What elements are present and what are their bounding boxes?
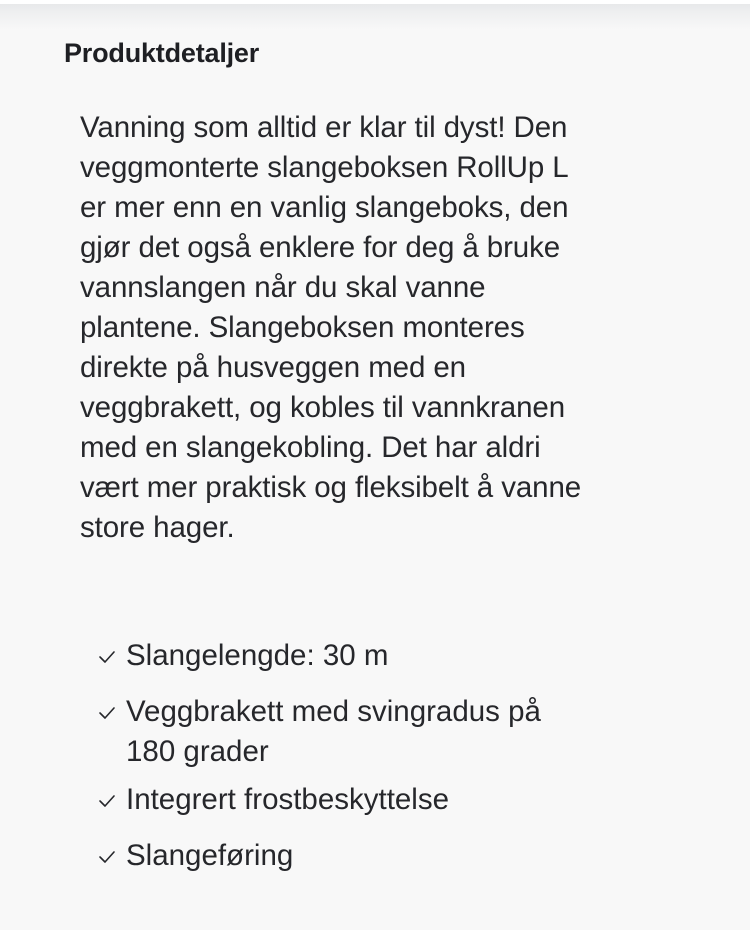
feature-list [96,636,696,892]
feature-item [96,636,696,676]
feature-text: Integrert frostbeskyttelse [126,783,450,816]
description-line: vannslangen når du skal vanne [80,271,486,304]
description-line: gjør det også enklere for deg å bruke [80,231,561,264]
description-line: Vanning som alltid er klar til dyst! Den [80,111,568,144]
description-line: vært mer praktisk og fleksibelt å vanne [80,471,582,504]
feature-text: Veggbrakett med svingradus på [126,695,541,728]
feature-item [96,836,696,876]
description-line: direkte på husveggen med en [80,351,466,384]
feature-text: Slangelengde: 30 m [126,639,389,672]
description-line: plantene. Slangeboksen monteres [80,311,525,344]
feature-item [96,692,696,772]
description-line: store hager. [80,511,235,544]
section-title: Produktdetaljer [64,38,260,68]
checkmark-icon [98,850,116,864]
checkmark-icon [98,794,116,808]
checkmark-icon [98,706,116,720]
description-line: er mer enn en vanlig slangeboks, den [80,191,569,224]
product-description [80,108,680,548]
description-line: veggmonterte slangeboksen RollUp L [80,151,569,184]
checkmark-icon [98,650,116,664]
description-line: med en slangekobling. Det har aldri [80,431,541,464]
feature-item [96,780,696,820]
description-line: veggbrakett, og kobles til vannkranen [80,391,565,424]
feature-text: 180 grader [126,735,269,768]
header-shadow [0,0,750,30]
feature-text: Slangeføring [126,839,294,872]
